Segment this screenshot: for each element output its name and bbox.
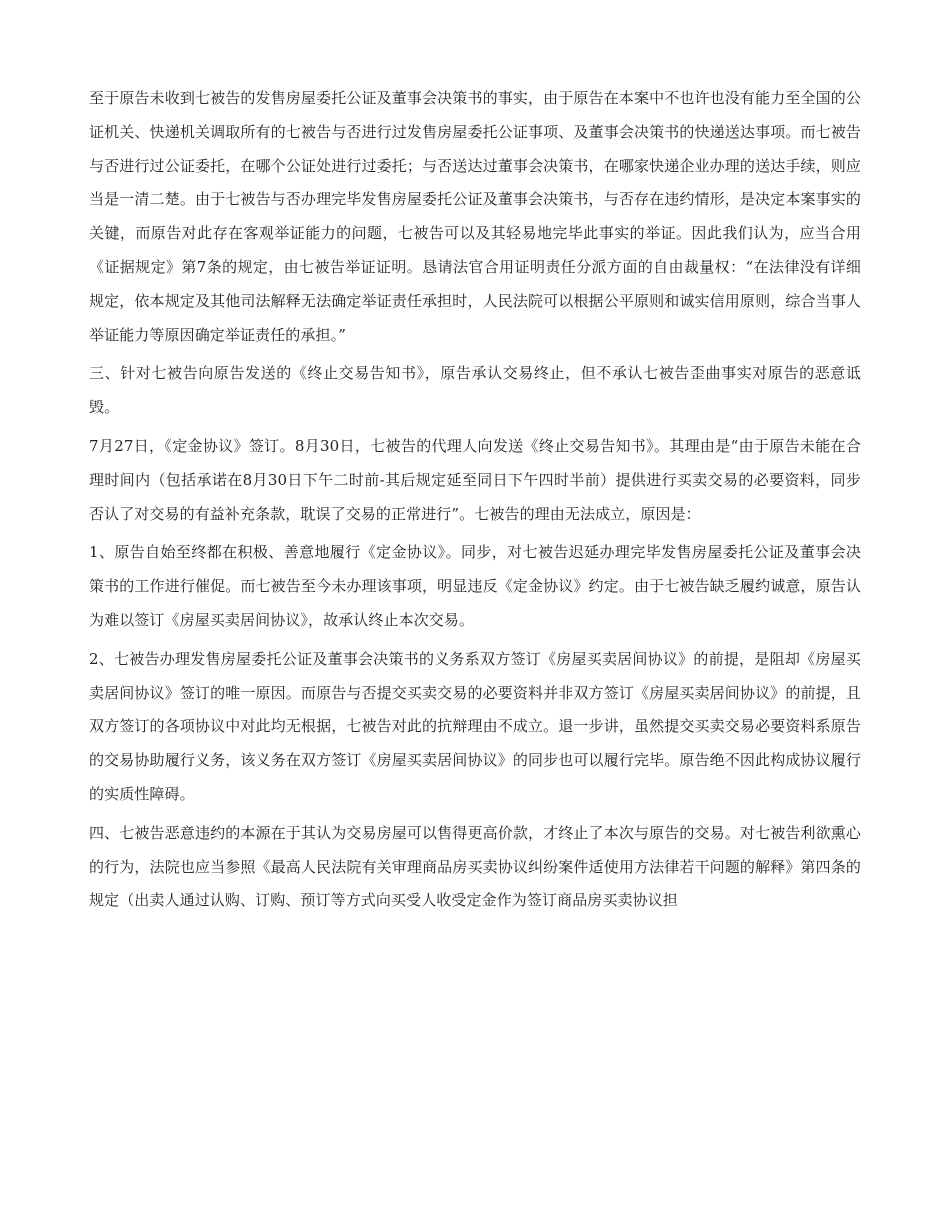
paragraph-reason-one: 1、原告自始至终都在积极、善意地履行《定金协议》。同步，对七被告迟延办理完毕发售房屋委托公证及董事会决策书的工作进行催促。而七被告至今未办理该事项，明显违反《定金协议》约定。由于七被告缺乏履约诚意，原告认为难以签订《房屋买卖居间协议》，故承认终止本次交易。 [89, 543, 861, 629]
paragraph-termination-notice: 7月27日，《定金协议》签订。8月30日，七被告的代理人向发送《终止交易告知书》。其理由是“由于原告未能在合理时间内（包括承诺在8月30日下午二时前-其后规定延至同日下午四时半前）提供进行买卖交易的必要资料，同步否认了对交易的有益补充条款，耽误了交易的正常进行”。七被告的理由无法成立，原因是： [89, 436, 861, 523]
paragraph-section-four: 四、七被告恶意违约的本源在于其认为交易房屋可以售得更高价款，才终止了本次与原告的交易。对七被告利欲熏心的行为，法院也应当参照《最高人民法院有关审理商品房买卖协议纠纷案件适使用方法律若干问题的解释》第四条的规定（出卖人通过认购、订购、预订等方式向买受人收受定金作为签订商品房买卖协议担 [89, 823, 861, 910]
paragraph-evidence-burden: 至于原告未收到七被告的发售房屋委托公证及董事会决策书的事实，由于原告在本案中不也许也没有能力至全国的公证机关、快递机关调取所有的七被告与否进行过发售房屋委托公证事项、及董事会决策书的快递送达事项。而七被告与否进行过公证委托，在哪个公证处进行过委托；与否送达过董事会决策书，在哪家快递企业办理的送达手续，则应当是一清二楚。由于七被告与否办理完毕发售房屋委托公证及董事会决策书，与否存在违约情形，是决定本案事实的关键，而原告对此存在客观举证能力的问题，七被告可以及其轻易地完毕此事实的举证。因此我们认为，应当合用《证据规定》第7条的规定，由七被告举证证明。恳请法官合用证明责任分派方面的自由裁量权：“在法律没有详细规定，依本规定及其他司法解释无法确定举证责任承担时，人民法院可以根据公平原则和诚实信用原则，综合当事人举证能力等原因确定举证责任的承担。” [89, 89, 861, 344]
paragraph-reason-two: 2、七被告办理发售房屋委托公证及董事会决策书的义务系双方签订《房屋买卖居间协议》的前提，是阻却《房屋买卖居间协议》签订的唯一原因。而原告与否提交买卖交易的必要资料并非双方签订《房屋买卖居间协议》的前提，且双方签订的各项协议中对此均无根据，七被告对此的抗辩理由不成立。退一步讲，虽然提交买卖交易必要资料系原告的交易协助履行义务，该义务在双方签订《房屋买卖居间协议》的同步也可以履行完毕。原告绝不因此构成协议履行的实质性障碍。 [89, 649, 861, 803]
paragraph-section-three: 三、针对七被告向原告发送的《终止交易告知书》，原告承认交易终止，但不承认七被告歪曲事实对原告的恶意诋毁。 [89, 364, 861, 417]
document-body [89, 82, 861, 923]
